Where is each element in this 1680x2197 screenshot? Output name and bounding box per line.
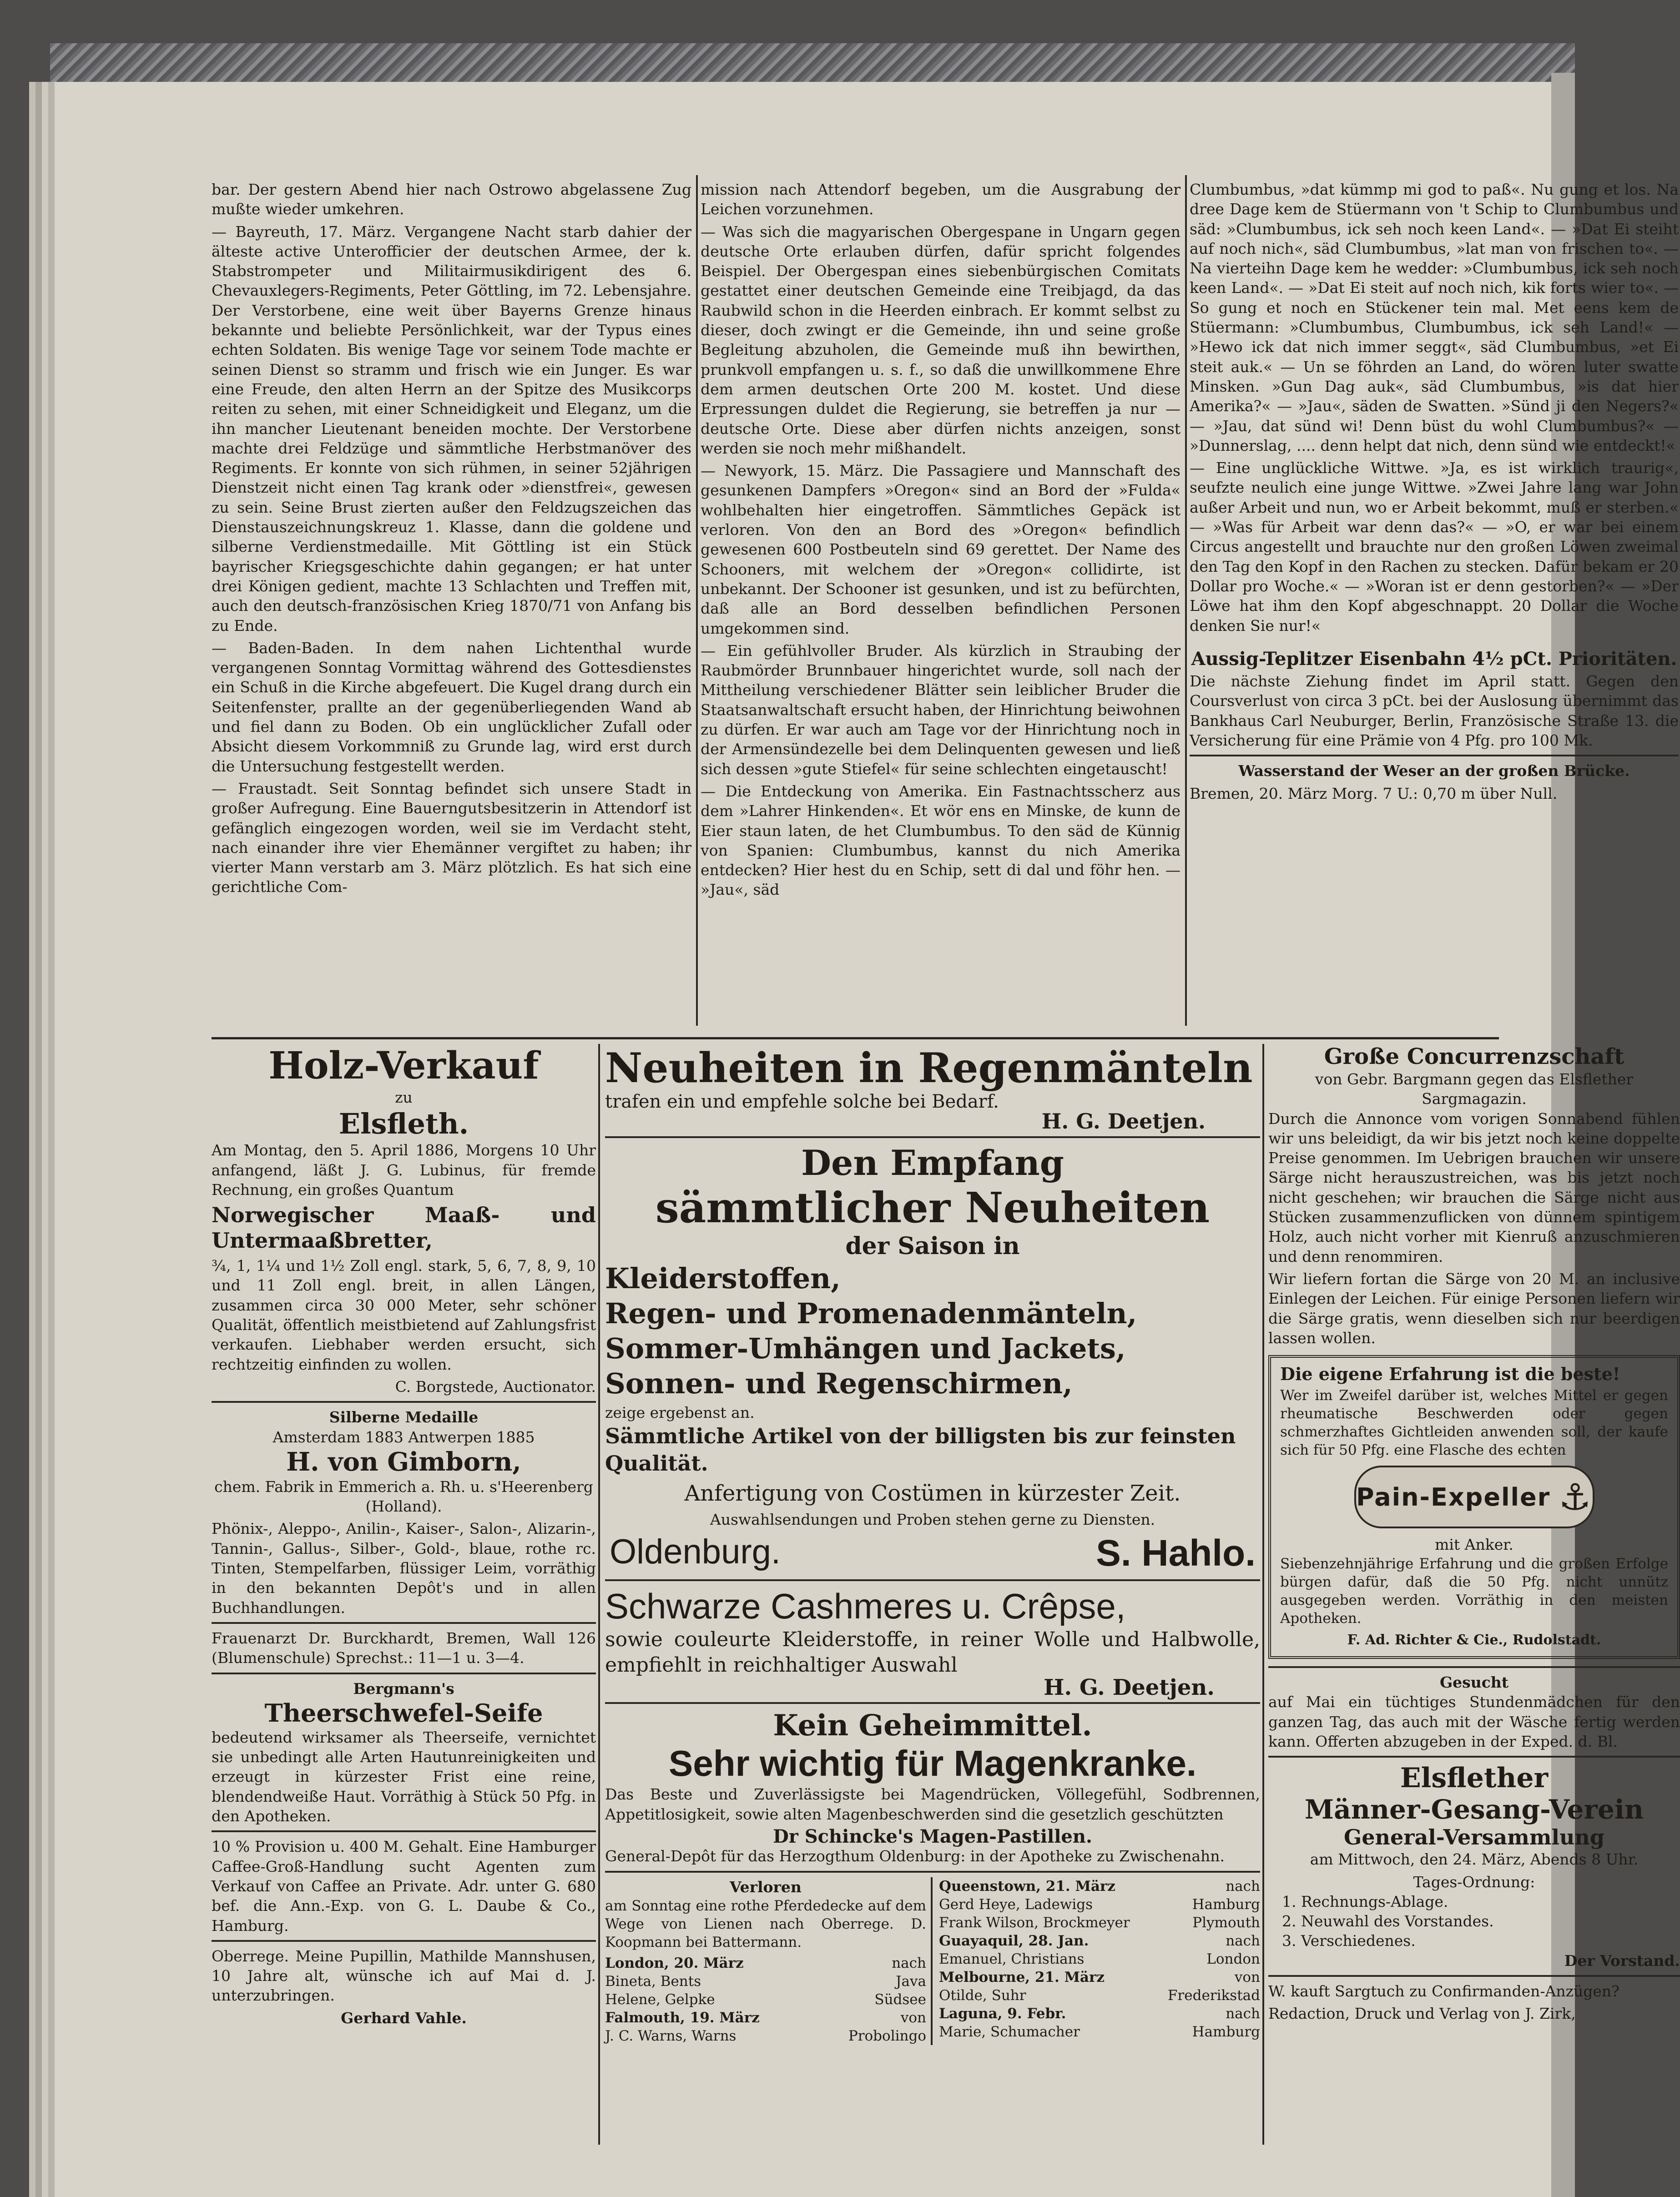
hahlo-item: Sonnen- und Regenschirmen, (605, 1366, 1073, 1400)
ship-head: J. C. Warns, Warns (605, 2027, 737, 2044)
seife-body: bedeutend wirksamer als Theerseife, vernichtet sie unbedingt alle Arten Hautunreinigkeiten und erzeugt in kürzester Frist eine reine, blendendweiße Haut. Vorräthig à Stück 50 Pfg. in den Apotheken. (212, 1728, 596, 1825)
hahlo-item: Kleiderstoffen, (605, 1261, 841, 1295)
article-paragraph: — Fraustadt. Seit Sonntag befindet sich unsere Stadt in großer Aufregung. Eine Bauerngutsbesitzerin in Attendorf ist gefänglich eingezogen worden, weil sie im Verdacht steht, nach einander ihre vier Ehemänner vergiftet zu haben; ihr vierter Mann verstarb am 3. März plötzlich. Es hat sich eine gerichtliche Com- (212, 779, 691, 896)
ship-head: Guayaquil, 28. Jan. (939, 1932, 1089, 1949)
hahlo-l6: Anfertigung von Costümen in kürzester Zeit. (684, 1480, 1181, 1506)
hahlo-l3: der Saison in (845, 1232, 1020, 1260)
ship-row (605, 1990, 926, 2009)
newspaper-page (55, 82, 1680, 2197)
ship-head: Emanuel, Christians (939, 1950, 1085, 1967)
article-paragraph: — Newyork, 15. März. Die Passagiere und Mannschaft des gesunkenen Dampfers »Oregon« sind an Bord der »Fulda« wohlbehalten hier eingetroffen. Sämmtliches Gepäck ist verloren. Von den an Bord des »Oregon« befindlich gewesenen 600 Postbeuteln sind 69 gerettet. Der Name des Schooners, mit welchem der »Oregon« collidirte, ist unbekannt. Der Schooner ist gesunken, und ist zu befürchten, daß alle an Bord desselben befindlichen Personen umgekommen sind. (701, 462, 1181, 637)
cashmeres-title: Schwarze Cashmeres u. Crêpse, (605, 1586, 1126, 1627)
ship-row (605, 2027, 926, 2045)
ship-row (939, 1968, 1260, 1986)
sargtuch-body: W. kauft Sargtuch zu Confirmanden-Anzügen? (1268, 1982, 1619, 2000)
pain-expeller-ad (1268, 1355, 1680, 1659)
expeller-head: Die eigene Erfahrung ist die beste! (1280, 1364, 1620, 1385)
ship-row (605, 1972, 926, 1990)
divider (605, 1702, 1260, 1704)
divider (212, 1622, 596, 1624)
ship-head: Frank Wilson, Brockmeyer (939, 1914, 1130, 1931)
magen-product: Dr Schincke's Magen-Pastillen. (773, 1826, 1092, 1848)
gimborn-sub: chem. Fabrik in Emmerich a. Rh. u. s'Heerenberg (Holland). (214, 1477, 593, 1516)
ship-dest: Südsee (874, 1991, 926, 2008)
gimborn-body: Phönix-, Aleppo-, Anilin-, Kaiser-, Salon-, Alizarin-, Tannin-, Gallus-, Silber-, Gold-, blaue, rothe rc. Tinten, Stempelfarben, flüssiger Leim, vorräthig in den bekannten Depôt's und in allen Buchhandlungen. (212, 1520, 596, 1617)
article-paragraph: — Die Entdeckung von Amerika. Ein Fastnachtsscherz aus dem »Lahrer Hinkenden«. Et wör ens en Minske, de kunn de Eier staun laten, de het Clumbumbus. To den säd de Künnig von Spanien: Clumbumbus, kannst du nich Amerika entdecken? Hier hest du en Schip, sett di dal und föhr hen. — »Jau«, säd (701, 782, 1181, 899)
ship-head: Marie, Schumacher (939, 2023, 1080, 2040)
magen-title1: Kein Geheimmittel. (773, 1708, 1092, 1743)
ship-dest: Hamburg (1192, 2023, 1260, 2040)
hahlo-name: S. Hahlo. (1096, 1532, 1256, 1574)
verein-agenda-item: 2. Neuwahl des Vorstandes. (1282, 1912, 1494, 1930)
concurrenz-title: Große Concurrenzschaft (1324, 1044, 1625, 1069)
ship-dest: nach (1226, 1878, 1260, 1895)
divider (212, 1401, 596, 1403)
ad-aussig-body: Die nächste Ziehung findet im April statt. Gegen den Coursverlust von circa 3 pCt. bei der Auslosung übernimmt das Bankhaus Carl Neuburger, Berlin, Französische Straße 13. die Versicherung für eine Prämie von 4 Pfg. pro 100 Mk. (1190, 672, 1679, 750)
gimborn-name: H. von Gimborn, (286, 1446, 521, 1477)
hahlo-l7: Auswahlsendungen und Proben stehen gerne zu Diensten. (710, 1510, 1155, 1528)
ship-row (605, 1954, 926, 1972)
ship-dest: von (900, 2009, 926, 2026)
ad-weser-title: Wasserstand der Weser an der großen Brücke. (1238, 762, 1630, 780)
regen-body: trafen ein und empfehle solche bei Bedarf. (605, 1091, 999, 1112)
vahle-body: Oberrege. Meine Pupillin, Mathilde Mannshusen, 10 Jahre alt, wünsche ich auf Mai d. J. unterzubringen. (212, 1947, 596, 2005)
ship-head: Melbourne, 21. März (939, 1969, 1105, 1985)
expeller-maker: F. Ad. Richter & Cie., Rudolstadt. (1347, 1632, 1601, 1648)
divider (605, 1579, 1260, 1581)
holz-details: ¾, 1, 1¼ und 1½ Zoll engl. stark, 5, 6, 7, 8, 9, 10 und 11 Zoll engl. breit, in allen Längen, zusammen circa 30 000 Meter, sehr schöner Qualität, öffentlich meistbietend auf Zahlungsfrist verkaufen. Liebhaber werden ersucht, sich rechtzeitig einfinden zu wollen. (212, 1257, 596, 1373)
gimborn-medal: Silberne Medaille (329, 1408, 479, 1426)
verein-sub: General-Versammlung (1343, 1825, 1605, 1850)
concurrenz-sub: von Gebr. Bargmann gegen das Elsflether Sargmagazin. (1315, 1070, 1634, 1108)
verein-signature: Der Vorstand. (1564, 1951, 1680, 1970)
article-paragraph: mission nach Attendorf begeben, um die Ausgrabung der Leichen vorzunehmen. (701, 181, 1181, 218)
ship-dest: nach (1226, 1932, 1260, 1949)
divider (605, 1871, 1260, 1873)
verloren-and-ships-left (605, 1877, 933, 2045)
article-paragraph: Clumbumbus, »dat kümmp mi god to paß«. Nu gung et los. Na dree Dage kem de Stüermann von 't Schip to Clumbumbus und säd: »Clumbumbus, ick seh noch keen Land«. — »Dat Ei steiht auf noch nich«, säd Clumbumbus, »lat man von frischen to«. — Na vierteihn Dage kem he wedder: »Clumbumbus, ick seh noch keen Land«. — »Dat Ei steit auf noch nich, kik forts wier to«. — So gung et noch en Stückener tein mal. Met eens kem de Stüermann: »Clumbumbus, Clumbumbus, ick seh Land!« — »Hewo ick dat nich immer seggt«, säd Clumbumbus, »et Ei steit auk.« — Un se föhrden an Land, do wören luter swatte Minsken. »Gun Dag auk«, säd Clumbumbus, »is dat hier Amerika?« — »Jau«, säden de Swatten. »Sünd ji den Negers?« — »Jau, dat sünd wi! Denn büst du wohl Clumbumbus?« — »Dunnerslag, .... denn helpt dat nich, denn sünd wie entdeckt!« (1190, 181, 1679, 454)
ship-row (939, 1950, 1260, 1968)
article-column-3 (1190, 180, 1679, 1035)
ads-column-3 (1268, 1044, 1680, 2149)
verein-agenda-item: 3. Verschiedenes. (1282, 1932, 1416, 1950)
divider (212, 1940, 596, 1942)
expeller-product: Pain-Expeller (1356, 1482, 1551, 1512)
hahlo-l4: zeige ergebenst an. (605, 1403, 755, 1421)
article-paragraph: — Was sich die magyarischen Obergespane in Ungarn gegen deutsche Orte erlauben dürfen, dafür spricht folgendes Beispiel. Der Obergespan eines siebenbürgischen Comitats gestattet einer deutschen Gemeinde eine Treibjagd, da das Raubwild schon in die Heerden einbrach. Er kommt selbst zu dieser, doch zwingt er die Gemeinde, ihn und seine große Begleitung abzuholen, die Gemeinde muß ihn bewirthen, prunkvoll empfangen u. s. f., so daß die unwillkommene Ehre dem armen deutschen Orte 200 M. kostet. Und diese Erpressungen duldet die Regierung, sie betreffen ja nur — deutsche Orte. Diese aber dürfen nichts anzeigen, sonst werden sie noch mehr mißhandelt. (701, 222, 1181, 457)
ship-dest: Hamburg (1192, 1896, 1260, 1913)
verloren-body: am Sonntag eine rothe Pferdedecke auf dem Wege von Lienen nach Oberrege. D. Koopmann bei Battermann. (605, 1897, 926, 1950)
ship-dest: Frederikstad (1167, 1987, 1260, 2004)
holz-title: Holz-Verkauf (268, 1044, 539, 1088)
ship-head: Otilde, Suhr (939, 1987, 1026, 2004)
holz-body: Am Montag, den 5. April 1886, Morgens 10 Uhr anfangend, läßt J. G. Lubinus, für fremde Rechnung, ein großes Quantum (212, 1141, 596, 1199)
hahlo-item: Sommer-Umhängen und Jackets, (605, 1331, 1126, 1365)
ship-row (939, 1877, 1260, 1895)
holz-place: Elsfleth. (338, 1107, 469, 1141)
article-paragraph: — Ein gefühlvoller Bruder. Als kürzlich in Straubing der Raubmörder Brunnbauer hingerichtet wurde, soll nach der Mittheilung verschiedener Blätter sein leiblicher Bruder die Staatsanwaltschaft ersucht haben, der Hinrichtung beiwohnen zu dürfen. Er war auch am Tage vor der Hinrichtung noch in der Armensündezelle bei dem Delinquenten gewesen und ließ sich dessen »gute Stiefel« für seine schlechten eingetauscht! (701, 641, 1181, 778)
seife-head: Bergmann's (353, 1679, 454, 1698)
article-paragraph: — Baden-Baden. In dem nahen Lichtenthal wurde vergangenen Sonntag Vormittag während des Gottesdienstes ein Schuß in die Kirche abgefeuert. Die Kugel drang durch ein Seitenfenster, prallte an der gegenüberliegenden Wand ab und fiel dann zu Boden. Ob ein unglücklicher Zufall oder Absicht diesem Vorkommniß zu Grunde lag, wird erst durch die Untersuchung festgestellt werden. (212, 639, 691, 775)
expeller-body: Wer im Zweifel darüber ist, welches Mittel er gegen rheumatische Beschwerden oder gegen schmerzhaftes Gichtleiden anwenden soll, der kaufe sich für 50 Pfg. eine Flasche des echten (1280, 1387, 1668, 1459)
ads-column-1 (212, 1044, 596, 2149)
article-paragraph: bar. Der gestern Abend hier nach Ostrowo abgelassene Zug mußte wieder umkehren. (212, 181, 691, 218)
magen-body: Das Beste und Zuverlässigste bei Magendrücken, Völlegefühl, Sodbrennen, Appetitlosigkeit, sowie alten Magenbeschwerden sind die gesetzlich geschützten (605, 1785, 1260, 1823)
concurrenz-body2: Wir liefern fortan die Särge von 20 M. an inclusive Einlegen der Leichen. Für einige Personen liefern wir die Särge gratis, wenn dieselben sich nur beerdigen lassen wollen. (1268, 1270, 1680, 1347)
regen-signature: H. G. Deetjen. (1041, 1109, 1206, 1134)
verein-title1: Elsflether (1400, 1762, 1549, 1794)
article-column-2 (701, 180, 1181, 1035)
cashmeres-signature: H. G. Deetjen. (1044, 1675, 1215, 1701)
column-rule (1262, 1044, 1264, 2145)
ship-head: Falmouth, 19. März (605, 2009, 760, 2026)
ship-dest: nach (892, 1955, 926, 1971)
divider (605, 1136, 1260, 1138)
ship-head: London, 20. März (605, 1955, 744, 1971)
ship-dest: von (1234, 1969, 1260, 1985)
cashmeres-body: sowie couleurte Kleiderstoffe, in reiner Wolle und Halbwolle, empfiehlt in reichhaltiger Auswahl (605, 1628, 1260, 1677)
ship-dest: nach (1226, 2005, 1260, 2022)
verein-title2: Männer-Gesang-Verein (1304, 1794, 1644, 1825)
column-rule (598, 1044, 600, 2145)
ship-row (939, 1914, 1260, 1932)
seife-title: Theerschwefel-Seife (264, 1698, 543, 1728)
ship-row (605, 2009, 926, 2027)
ads-column-2 (605, 1044, 1260, 2149)
divider (212, 1673, 596, 1674)
provision-body: 10 % Provision u. 400 M. Gehalt. Eine Hamburger Caffee-Groß-Handlung sucht Agenten zum Verkauf von Caffee an Private. Adr. unter G. 680 bef. die Ann.-Exp. von G. L. Daube & Co., Hamburg. (212, 1838, 596, 1935)
magen-depot: General-Depôt für das Herzogthum Oldenburg: in der Apotheke zu Zwischenahn. (605, 1847, 1225, 1865)
hahlo-item: Regen- und Promenadenmänteln, (605, 1296, 1137, 1330)
holz-signature: C. Borgstede, Auctionator. (395, 1377, 596, 1396)
ship-dest: Java (896, 1973, 926, 1990)
divider (1268, 1756, 1680, 1758)
divider (1268, 1975, 1680, 1977)
article-paragraph: — Bayreuth, 17. März. Vergangene Nacht starb dahier der älteste active Unterofficier der deutschen Armee, der k. Stabstrompeter und Militairmusikdirigent des 6. Chevauxlegers-Regiments, Peter Göttling, im 72. Lebensjahre. Der Verstorbene, eine weit über Bayerns Grenze hinaus bekannte und beliebte Persönlichkeit, war der Typus eines echten Soldaten. Bis wenige Tage vor seinem Tode machte er seinen Dienst so stramm und frisch wie ein Junger. Es war eine Freude, den alten Herrn an der Spitze des Musikcorps reiten zu sehen, mit einer Schneidigkeit und Eleganz, um die ihn mancher Lieutenant beneiden mochte. Der Verstorbene machte drei Feldzüge und sämmtliche Herbstmanöver des Regiments. Er konnte von sich rühmen, in seiner 52jährigen Dienstzeit nicht einen Tag krank oder »dienstfrei«, gewesen zu sein. Seine Brust zierten außer den Feldzugszeichen das Dienstauszeichnungskreuz 1. Klasse, dann die goldene und silberne Verdienstmedaille. Mit Göttling ist ein Stück bayrischer Kriegsgeschichte dahin gegangen; er hat unter drei Königen gedient, machte 13 Schlachten und Treffen mit, auch den deutsch-französischen Krieg 1870/71 von Anfang bis zu Ende. (212, 222, 691, 635)
holz-zu: zu (395, 1088, 413, 1106)
concurrenz-body: Durch die Annonce vom vorigen Sonnabend fühlen wir uns beleidigt, da wir bis jetzt noch keine doppelte Preise genommen. Im Uebrigen brauchen wir unsere Särge nicht herauszustreichen, was bis jetzt noch nicht geschehen; wir brauchen die Särge nicht aus Stücken zusammenzuflicken von dünnem spintigem Holz, auch nicht vorher mit Kienruß anzuschmieren und denn renommiren. (1268, 1109, 1680, 1265)
column-rule (696, 175, 698, 1026)
ship-dest: London (1206, 1950, 1260, 1967)
article-column-1 (212, 180, 691, 1035)
ship-row (939, 1986, 1260, 2005)
anchor-icon: ⚓ (1559, 1476, 1592, 1518)
verein-date: am Mittwoch, den 24. März, Abends 8 Uhr. (1310, 1850, 1639, 1869)
ship-row (939, 2005, 1260, 2023)
vahle-signature: Gerhard Vahle. (341, 2009, 467, 2027)
hahlo-city: Oldenburg. (610, 1532, 781, 1572)
burckhardt-body: Frauenarzt Dr. Burckhardt, Bremen, Wall 126 (Blumenschule) Sprechst.: 11—1 u. 3—4. (212, 1629, 596, 1667)
divider (1268, 1666, 1680, 1668)
gesucht-body: auf Mai ein tüchtiges Stundenmädchen für den ganzen Tag, das auch mit der Wäsche fertig werden kann. Offerten abzugeben in der Exped. d. Bl. (1268, 1693, 1680, 1750)
ship-row (939, 2023, 1260, 2041)
expeller-body2: Siebenzehnjährige Erfahrung und die großen Erfolge bürgen dafür, daß die 50 Pfg. nicht unnütz ausgegeben werden. Vorräthig in den meisten Apotheken. (1280, 1555, 1668, 1627)
ship-head: Helene, Gelpke (605, 1991, 715, 2008)
hahlo-l5: Sämmtliche Artikel von der billigsten bis zur feinsten Qualität. (605, 1423, 1236, 1476)
expeller-sub: mit Anker. (1435, 1536, 1514, 1554)
ship-head: Bineta, Bents (605, 1973, 701, 1990)
ship-row (939, 1895, 1260, 1914)
column-rule (1185, 175, 1187, 1026)
verloren-title: Verloren (730, 1878, 802, 1896)
section-rule (212, 1037, 1499, 1039)
ship-head: Queenstown, 21. März (939, 1878, 1115, 1895)
holz-goods: Norwegischer Maaß- und Untermaaßbretter, (212, 1203, 596, 1253)
expeller-logo (1354, 1466, 1594, 1528)
hahlo-l1: Den Empfang (801, 1142, 1064, 1183)
magen-title2: Sehr wichtig für Magenkranke. (668, 1743, 1197, 1784)
ship-dest: Probolingo (848, 2027, 926, 2044)
verein-agenda-head: Tages-Ordnung: (1413, 1873, 1535, 1891)
ad-aussig-title: Aussig-Teplitzer Eisenbahn 4½ pCt. Prioritäten. (1191, 648, 1677, 670)
ship-dest: Plymouth (1192, 1914, 1260, 1931)
hahlo-l2: sämmtlicher Neuheiten (655, 1183, 1210, 1232)
article-paragraph: — Eine unglückliche Wittwe. »Ja, es ist wirklich traurig«, seufzte neulich eine junge Wittwe. »Zwei Jahre lang war John außer Arbeit und nun, wo er Arbeit bekommt, muß er sterben.« — »Was für Arbeit war denn das?« — »O, er war bei einem Circus angestellt und brauchte nur den großen Löwen zweimal den Tag den Kopf in den Rachen zu stecken. Dafür bekam er 20 Dollar pro Woche.« — »Woran ist er denn gestorben?« — »Der Löwe hat ihm den Kopf abgeschnappt. 20 Dollar die Woche denken Sie nur!« (1190, 459, 1679, 635)
ad-weser-body: Bremen, 20. März Morg. 7 U.: 0,70 m über Null. (1190, 784, 1558, 802)
divider (1190, 755, 1679, 756)
imprint: Redaction, Druck und Verlag von J. Zirk, (1268, 2005, 1576, 2023)
ship-head: Laguna, 9. Febr. (939, 2005, 1066, 2022)
ships-right (933, 1877, 1260, 2045)
ship-row (939, 1932, 1260, 1950)
verein-agenda-item: 1. Rechnungs-Ablage. (1282, 1892, 1448, 1910)
regen-title: Neuheiten in Regenmänteln (605, 1044, 1253, 1092)
divider (212, 1830, 596, 1832)
gesucht-title: Gesucht (1439, 1673, 1509, 1692)
gimborn-cities: Amsterdam 1883 Antwerpen 1885 (272, 1428, 535, 1446)
ship-head: Gerd Heye, Ladewigs (939, 1896, 1093, 1913)
